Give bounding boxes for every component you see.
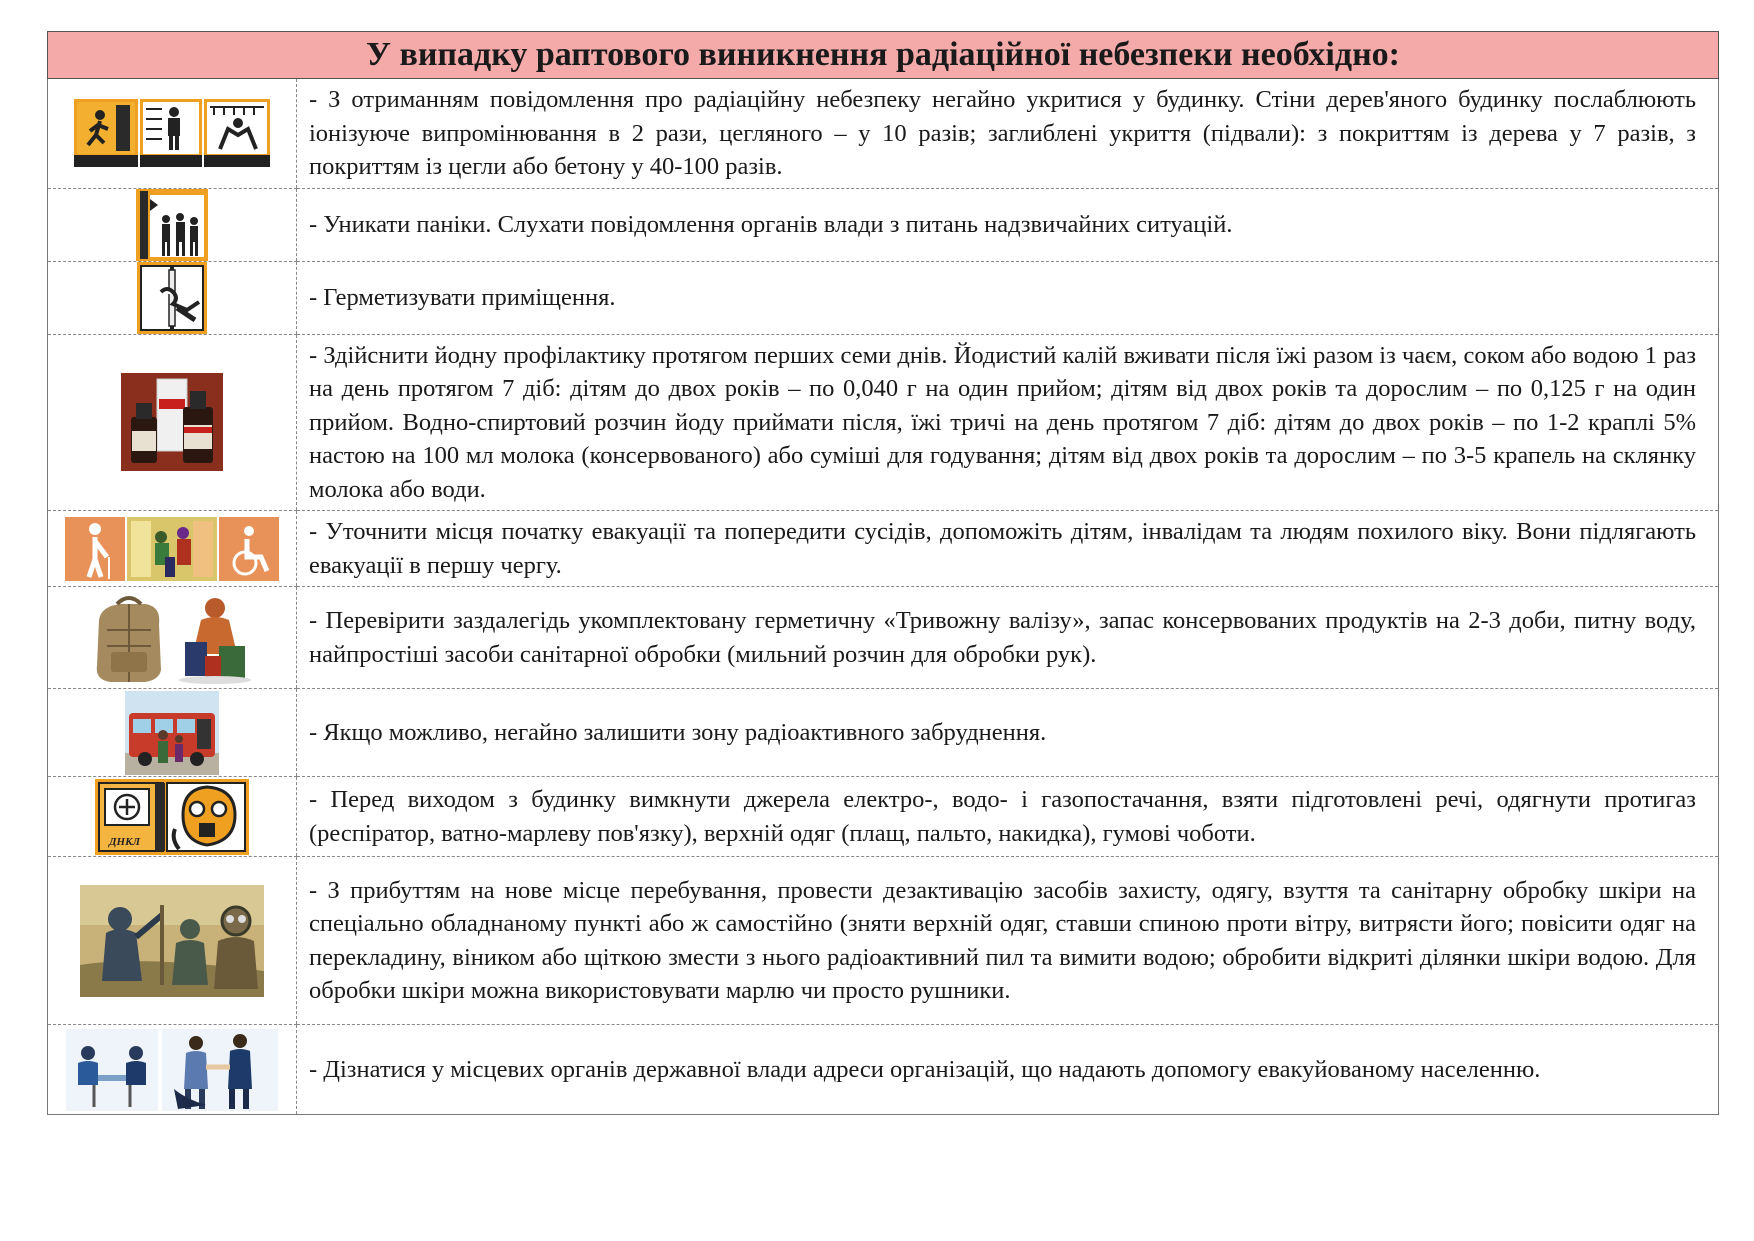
instruction-table (47, 79, 1719, 1115)
table-row (48, 511, 1719, 587)
emergency-bag-icon (89, 590, 255, 686)
pictogram-cell (48, 261, 297, 334)
pictogram-cell (48, 334, 297, 511)
evacuation-help-icon (65, 517, 279, 581)
table-row (48, 587, 1719, 689)
pictogram-cell (48, 689, 297, 777)
pictogram-cell (48, 857, 297, 1025)
instruction-text: - Уточнити місця початку евакуації та попередити сусідів, допоможіть дітям, інвалідам та людям похилого віку. Вони підлягають евакуації в першу чергу. (297, 511, 1719, 587)
instruction-text: - Герметизувати приміщення. (297, 261, 1719, 334)
instruction-text: - Перевірити заздалегідь укомплектовану герметичну «Тривожну валізу», запас консервованих продуктів на 2-3 доби, питну воду, найпростіші засоби санітарної обробки (мильний розчин для обробки рук). (297, 587, 1719, 689)
pictogram-cell (48, 79, 297, 188)
listen-announcement-icon (136, 189, 208, 261)
pictogram-cell (48, 511, 297, 587)
pictogram-cell (48, 587, 297, 689)
pictogram-cell (48, 777, 297, 857)
authorities-help-icon (66, 1029, 278, 1111)
dnkl-badge: ДНКЛ (109, 835, 141, 848)
iodine-bottles-icon (121, 373, 223, 471)
shelter-pictograms-icon (74, 99, 270, 167)
page-title: У випадку раптового виникнення радіаційної небезпеки необхідно: (366, 36, 1400, 73)
switch-off-gas-mask-icon (95, 779, 249, 855)
instruction-text: - Уникати паніки. Слухати повідомлення органів влади з питань надзвичайних ситуацій. (297, 188, 1719, 261)
table-row (48, 188, 1719, 261)
instruction-text: - З отриманням повідомлення про радіаційну небезпеку негайно укритися у будинку. Стіни дерев'яного будинку послаблюють іонізуюче випромінювання в 2 рази, цегляного – у 10 разів; заглиблені укриття (підвали): з покриттям із дерева у 7 разів, з покриттям із цегли або бетону у 40-100 разів. (297, 79, 1719, 188)
instruction-text: - Якщо можливо, негайно залишити зону радіоактивного забруднення. (297, 689, 1719, 777)
table-row (48, 857, 1719, 1025)
seal-room-icon (137, 262, 207, 334)
instruction-text: - Здійснити йодну профілактику протягом перших семи днів. Йодистий калій вживати після їжі разом із чаєм, соком або водою 1 раз на день протягом 7 діб: дітям до двох років – по 0,040 г на один прийом; дітям від двох років та дорослим – по 0,125 г на один прийом. Водно-спиртовий розчин йоду приймати після, їжі тричі на день протягом 7 діб: дітям до двох років – по 1-2 краплі 5% настою на 100 мл молока (консервованого) або суміші для годування; дітям від двох років та дорослим – по 3-5 крапель на склянку молока або води. (297, 334, 1719, 511)
table-row (48, 689, 1719, 777)
table-row (48, 1025, 1719, 1115)
instruction-text: - З прибуттям на нове місце перебування, провести дезактивацію засобів захисту, одягу, взуття та санітарну обробку шкіри на спеціально обладнаному пункті або ж самостійно (зняти верхній одяг, ставши спиною проти вітру, витрясти його; повісити одяг на перекладину, віником або щіткою змести з нього радіоактивний пил та вимити водою; обробити відкриті ділянки шкіри водою. Для обробки шкіри можна використовувати марлю чи просто рушники. (297, 857, 1719, 1025)
table-row (48, 334, 1719, 511)
instruction-text: - Дізнатися у місцевих органів державної влади адреси організацій, що надають допомогу евакуйованому населенню. (297, 1025, 1719, 1115)
pictogram-cell (48, 1025, 297, 1115)
bus-evacuation-icon (125, 691, 219, 775)
instruction-sheet (47, 31, 1719, 1115)
decontamination-icon (80, 885, 264, 997)
header-bar (47, 31, 1719, 79)
pictogram-cell (48, 188, 297, 261)
table-row (48, 261, 1719, 334)
table-row (48, 79, 1719, 188)
instruction-text: - Перед виходом з будинку вимкнути джерела електро-, водо- і газопостачання, взяти підготовлені речі, одягнути протигаз (респіратор, ватно-марлеву пов'язку), верхній одяг (плащ, пальто, накидка), гумові чоботи. (297, 777, 1719, 857)
table-row (48, 777, 1719, 857)
